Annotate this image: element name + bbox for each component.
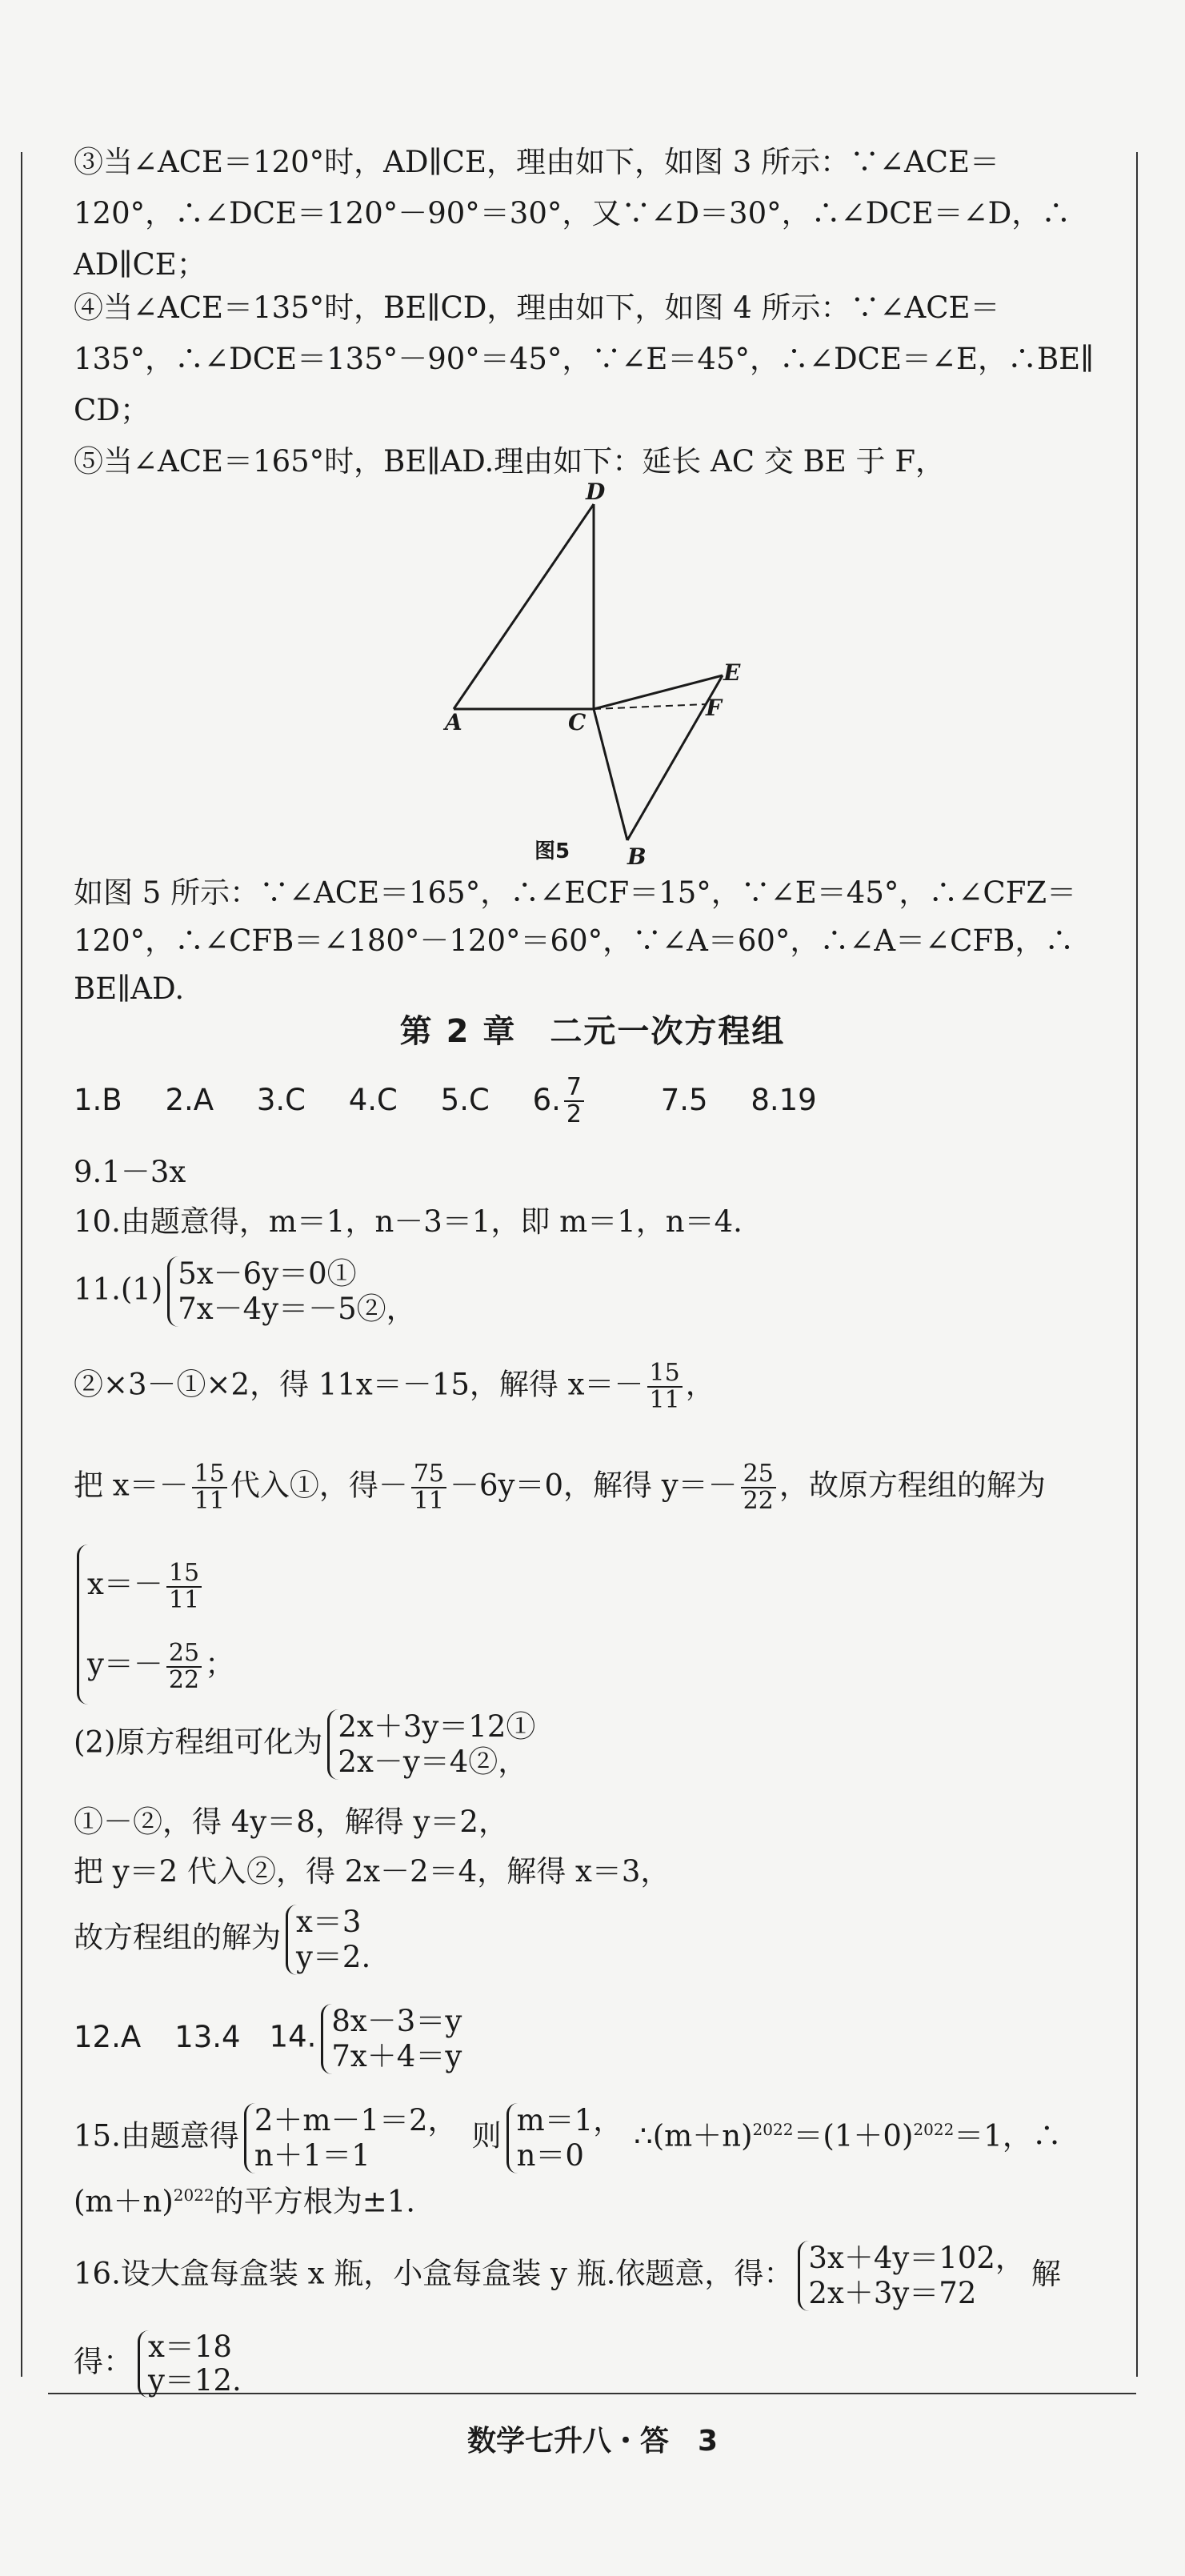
q11-p2-step1: ①－②，得 4y＝8，解得 y＝2，	[74, 1805, 508, 1839]
q11-step2: 把 x＝－ $\frac{15}{11}$ 代入①，得－ $\frac{75}{11}$ －6y＝0，解得 y＝－ $\frac{25}{22}$ ，故原方程组的解为	[74, 1460, 1046, 1515]
part3-line2: 120°，∴∠DCE＝120°－90°＝30°，又∵∠D＝30°，∴∠DCE＝∠D，∴	[74, 196, 1071, 230]
part4-line3: CD；	[74, 393, 150, 427]
answer-3: 3.C	[256, 1082, 306, 1117]
q11-p2-step2: 把 y＝2 代入②，得 2x－2＝4，解得 x＝3，	[74, 1854, 671, 1889]
q11-part2: (2)原方程组可化为 2x＋3y＝12① 2x－y＝4②，	[74, 1709, 536, 1779]
q16-solution: 得： x＝18 y＝12.	[74, 2330, 242, 2398]
page-footer: 数学七升八・答 3	[466, 2425, 719, 2458]
q9: 9.1－3x	[74, 1155, 186, 1189]
q15: 15.由题意得 2＋m－1＝2， n＋1＝1 则 m＝1， n＝0 $\therefore(m+n)^{2022}=(1+0)^{2022}=1$，∴	[74, 2103, 1062, 2173]
part4-line2: 135°，∴∠DCE＝135°－90°＝45°，∵∠E＝45°，∴∠DCE＝∠E，∴BE∥	[74, 342, 1095, 376]
answer-7: 7.5	[660, 1082, 708, 1117]
q10: 10.由题意得，m＝1，n－3＝1，即 m＝1，n＝4.	[74, 1204, 743, 1239]
q16: 16.设大盒每盒装 x 瓶，小盒每盒装 y 瓶.依题意，得： 3x＋4y＝102， 2x＋3y＝72 解	[74, 2241, 1061, 2310]
q11-p2-solution: 故方程组的解为 x＝3 y＝2.	[74, 1905, 371, 1974]
label-C: C	[568, 709, 586, 735]
fig5-line3: BE∥AD.	[74, 972, 185, 1006]
q15-line2: $(m+n)^{2022}$的平方根为±1.	[74, 2184, 416, 2219]
answer-4: 4.C	[348, 1082, 398, 1117]
left-margin-rule	[21, 152, 22, 2377]
q11-system: 5x－6y＝0① 7x－4y＝－5②，	[167, 1256, 415, 1327]
q11-step1: ②×3－①×2，得 11x＝－15，解得 x＝－ $\frac{15}{11}$ ，	[74, 1359, 715, 1414]
part3-line3: AD∥CE；	[74, 247, 206, 282]
label-D: D	[586, 479, 606, 505]
figure-caption: 图5	[534, 839, 570, 863]
right-margin-rule	[1136, 152, 1138, 2377]
answer-2: 2.A	[165, 1082, 214, 1117]
answer-6-fraction: $\frac{7}{2}$	[564, 1075, 618, 1128]
answer-6: 6. $\frac{7}{2}$	[533, 1083, 618, 1117]
q11-part1: 11.(1) 5x－6y＝0① 7x－4y＝－5②，	[74, 1256, 416, 1326]
q11-solution: x＝－ $\frac{15}{11}$ y＝－ $\frac{25}{22}$ ；	[77, 1544, 234, 1705]
answer-5: 5.C	[440, 1082, 490, 1117]
label-F: F	[706, 695, 722, 721]
label-A: A	[445, 709, 462, 735]
fig5-line1: 如图 5 所示：∵∠ACE＝165°，∴∠ECF＝15°，∵∠E＝45°，∴∠CFZ＝	[74, 875, 1077, 910]
answer-8: 8.19	[751, 1082, 817, 1117]
part5-line1: ⑤当∠ACE＝165°时，BE∥AD.理由如下：延长 AC 交 BE 于 F，	[74, 444, 945, 479]
part4-line1: ④当∠ACE＝135°时，BE∥CD，理由如下，如图 4 所示：∵∠ACE＝	[74, 290, 1000, 325]
answers-row1	[74, 1075, 851, 1128]
q12-14: 12.A 13.4 14. 8x－3＝y 7x＋4＝y	[74, 2004, 462, 2073]
fig5-line2: 120°，∴∠CFB＝∠180°－120°＝60°，∵∠A＝60°，∴∠A＝∠CFB，∴	[74, 923, 1075, 958]
label-E: E	[723, 659, 741, 686]
figure-5	[416, 472, 768, 872]
label-B: B	[627, 843, 647, 870]
answer-1: 1.B	[74, 1082, 122, 1117]
part3-line1: ③当∠ACE＝120°时，AD∥CE，理由如下，如图 3 所示：∵∠ACE＝	[74, 145, 1000, 179]
chapter-title: 第 2 章 二元一次方程组	[399, 1013, 786, 1050]
